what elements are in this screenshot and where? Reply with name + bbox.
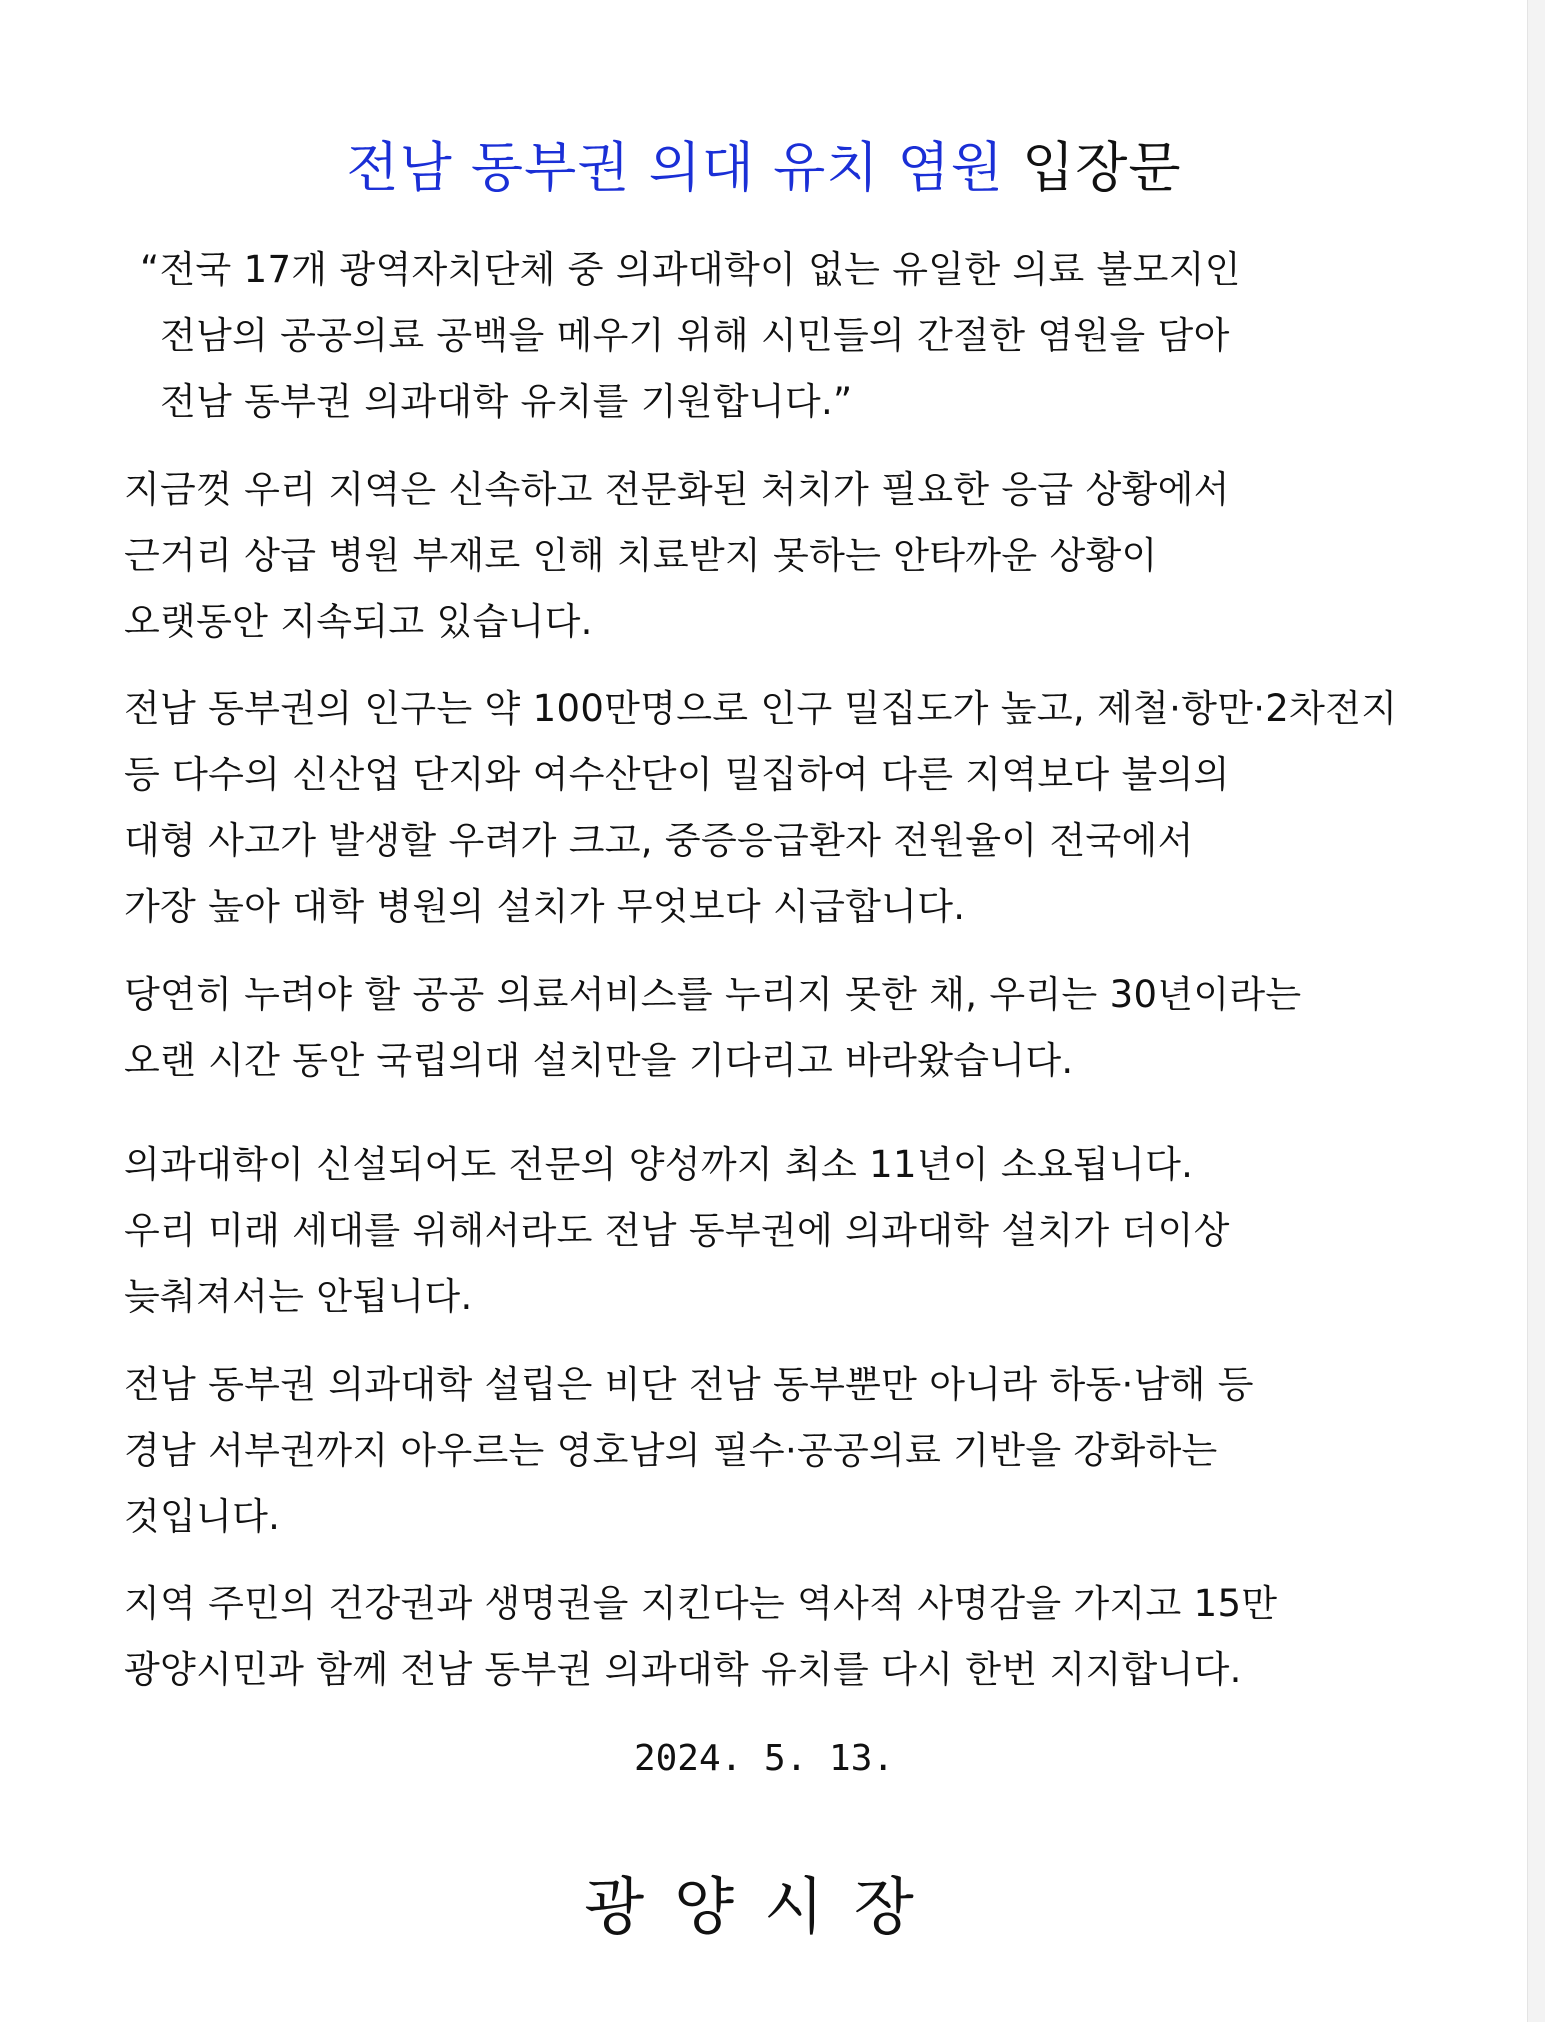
- paragraph-line: 지금껏 우리 지역은 신속하고 전문화된 처치가 필요한 응급 상황에서: [124, 468, 1230, 511]
- paragraph-line: 가장 높아 대학 병원의 설치가 무엇보다 시급합니다.: [124, 885, 966, 928]
- title-highlight: 전남 동부권 의대 유치 염원: [346, 136, 1004, 199]
- paragraph-line: 늦춰져서는 안됩니다.: [124, 1275, 473, 1318]
- quote-line: “전국 17개 광역자치단체 중 의과대학이 없는 유일한 의료 불모지인: [140, 248, 1241, 291]
- paragraph-line: 것입니다.: [124, 1495, 281, 1538]
- statement-title: [0, 128, 1528, 208]
- paragraph-line: 전남 동부권의 인구는 약 100만명으로 인구 밀집도가 높고, 제철·항만·2차전지: [124, 687, 1398, 730]
- paragraph-line: 지역 주민의 건강권과 생명권을 지킨다는 역사적 사명감을 가지고 15만: [124, 1582, 1278, 1625]
- paragraph-line: 오랫동안 지속되고 있습니다.: [124, 600, 593, 643]
- title-rest: 입장문: [1022, 136, 1182, 199]
- paragraph-line: 의과대학이 신설되어도 전문의 양성까지 최소 11년이 소요됩니다.: [124, 1143, 1194, 1186]
- paragraph-line: 우리 미래 세대를 위해서라도 전남 동부권에 의과대학 설치가 더이상: [124, 1209, 1230, 1252]
- scrollbar[interactable]: [1527, 0, 1545, 2022]
- paragraph-line: 오랜 시간 동안 국립의대 설치만을 기다리고 바라왔습니다.: [124, 1039, 1074, 1082]
- paragraph-line: 대형 사고가 발생할 우려가 크고, 중증응급환자 전원율이 전국에서: [124, 819, 1194, 862]
- paragraph-line: 경남 서부권까지 아우르는 영호남의 필수·공공의료 기반을 강화하는: [124, 1429, 1218, 1472]
- paragraph-line: 당연히 누려야 할 공공 의료서비스를 누리지 못한 채, 우리는 30년이라는: [124, 973, 1302, 1016]
- statement-date: 2024. 5. 13.: [633, 1738, 895, 1779]
- paragraph-line: 등 다수의 신산업 단지와 여수산단이 밀집하여 다른 지역보다 불의의: [124, 753, 1230, 796]
- paragraph-line: 광양시민과 함께 전남 동부권 의과대학 유치를 다시 한번 지지합니다.: [124, 1648, 1242, 1691]
- paragraph-line: 근거리 상급 병원 부재로 인해 치료받지 못하는 안타까운 상황이: [124, 534, 1158, 577]
- paragraph-line: 전남 동부권 의과대학 설립은 비단 전남 동부뿐만 아니라 하동·남해 등: [124, 1363, 1254, 1406]
- quote-line: 전남 동부권 의과대학 유치를 기원합니다.”: [160, 380, 853, 423]
- signature-mayor: 광양시장: [584, 1870, 944, 1943]
- quote-line: 전남의 공공의료 공백을 메우기 위해 시민들의 간절한 염원을 담아: [160, 314, 1230, 357]
